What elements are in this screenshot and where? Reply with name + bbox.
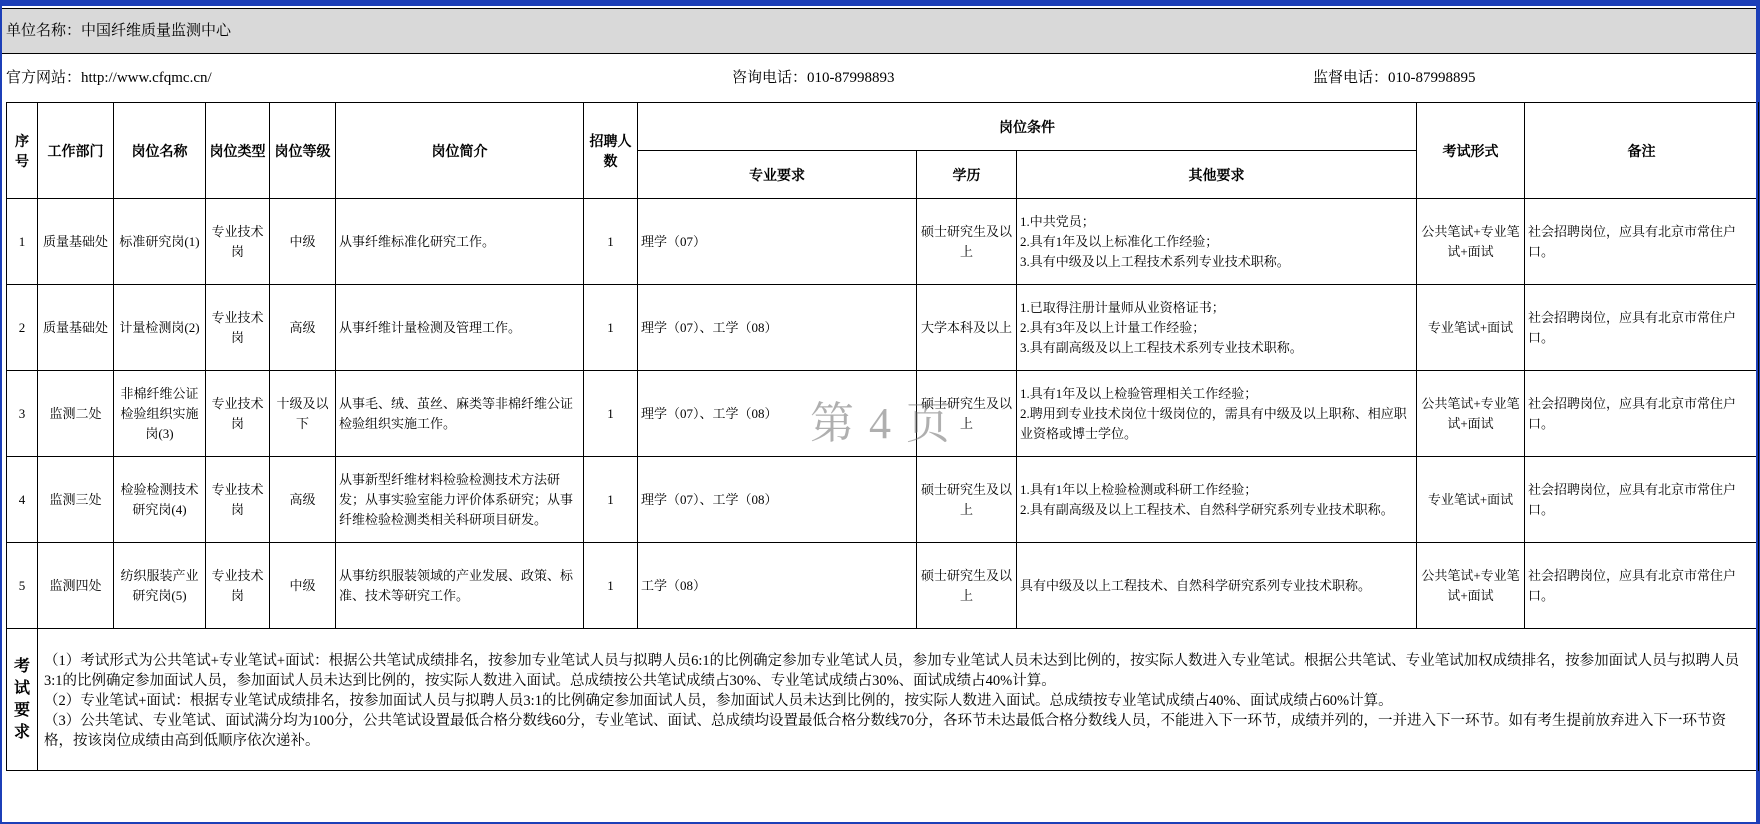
cell-education: 硕士研究生及以上 [917,371,1017,457]
cell-education: 硕士研究生及以上 [917,543,1017,629]
unit-name: 单位名称：中国纤维质量监测中心 [6,23,232,39]
right-border [1756,2,1758,822]
cell-post-type: 专业技术岗 [206,199,270,285]
page-watermark: 第 4 页 [810,399,952,448]
cell-post-name: 检验检测技术研究岗(4) [114,457,206,543]
notes-label-cell [7,629,38,771]
document-sheet [2,2,1758,822]
cell-remark: 社会招聘岗位，应具有北京市常住户口。 [1525,371,1759,457]
info-bar [2,54,1758,102]
header-post-level: 岗位等级 [270,103,336,199]
recruitment-table [6,102,1759,771]
other-requirement-line: 1.具有1年及以上检验管理相关工作经验； [1020,385,1258,401]
cell-post-type: 专业技术岗 [206,543,270,629]
cell-post-desc: 从事纤维计量检测及管理工作。 [336,285,584,371]
notes-cell [38,629,1759,771]
cell-major: 理学（07） [638,199,917,285]
cell-post-level: 高级 [270,285,336,371]
cell-dept: 质量基础处 [38,199,114,285]
cell-seq: 2 [7,285,38,371]
other-requirement-line: 具有中级及以上工程技术、自然科学研究系列专业技术职称。 [1020,577,1372,593]
note-item: （1）考试形式为公共笔试+专业笔试+面试：根据公共笔试成绩排名，按参加专业笔试人员与拟聘人员6:1的比例确定参加专业笔试人员，参加专业笔试人员未达到比例的，按实际人数进入专业笔试。根据公共笔试、专业笔试加权成绩排名，按参加面试人员与拟聘人员3:1的比例确定参加面试人员，参加面试人员未达到比例的，按实际人数进入面试。总成绩按公共笔试成绩占30%、专业笔试成绩占30%、面试成绩占40%计算。 [44,652,1740,689]
cell-dept: 监测三处 [38,457,114,543]
cell-exam: 公共笔试+专业笔试+面试 [1417,199,1525,285]
header-post-name: 岗位名称 [114,103,206,199]
cell-count: 1 [584,285,638,371]
cell-post-desc: 从事纤维标准化研究工作。 [336,199,584,285]
cell-major: 工学（08） [638,543,917,629]
other-requirement-line: 2.具有副高级及以上工程技术、自然科学研究系列专业技术职称。 [1020,501,1394,517]
cell-seq: 3 [7,371,38,457]
other-requirement-line: 1.中共党员； [1020,213,1095,229]
cell-post-level: 高级 [270,457,336,543]
cell-post-type: 专业技术岗 [206,285,270,371]
table-row [7,371,1759,457]
cell-post-desc: 从事新型纤维材料检验检测技术方法研发；从事实验室能力评价体系研究；从事纤维检验检测类相关科研项目研发。 [336,457,584,543]
cell-remark: 社会招聘岗位，应具有北京市常住户口。 [1525,199,1759,285]
cell-post-level: 十级及以下 [270,371,336,457]
other-requirement-line: 2.具有1年及以上标准化工作经验； [1020,233,1219,249]
cell-major: 理学（07）、工学（08） [638,457,917,543]
cell-other [1017,457,1417,543]
cell-post-desc: 从事纺织服装领域的产业发展、政策、标准、技术等研究工作。 [336,543,584,629]
header-conditions: 岗位条件 [638,103,1417,151]
cell-remark: 社会招聘岗位，应具有北京市常住户口。 [1525,543,1759,629]
cell-count: 1 [584,199,638,285]
unit-name-bar [2,8,1758,54]
note-item: （2）专业笔试+面试：根据专业笔试成绩排名，按参加面试人员与拟聘人员3:1的比例确定参加面试人员，参加面试人员未达到比例的，按实际人数进入面试。总成绩按专业笔试成绩占40%、面试成绩占60%计算。 [44,692,1393,709]
header-seq: 序号 [7,103,38,199]
cell-education: 硕士研究生及以上 [917,457,1017,543]
note-item: （3）公共笔试、专业笔试、面试满分均为100分，公共笔试设置最低合格分数线60分，专业笔试、面试、总成绩均设置最低合格分数线70分，各环节未达最低合格分数线人员，不能进入下一环节，成绩并列的，一并进入下一环节。如有考生提前放弃进入下一环节资格，按该岗位成绩由高到低顺序依次递补。 [44,712,1726,749]
cell-dept: 监测四处 [38,543,114,629]
cell-exam: 公共笔试+专业笔试+面试 [1417,371,1525,457]
cell-remark: 社会招聘岗位，应具有北京市常住户口。 [1525,285,1759,371]
notes-label: 考试要求 [13,657,30,741]
cell-other [1017,543,1417,629]
cell-other [1017,199,1417,285]
cell-dept: 监测二处 [38,371,114,457]
cell-remark: 社会招聘岗位，应具有北京市常住户口。 [1525,457,1759,543]
other-requirement-line: 2.聘用到专业技术岗位十级岗位的，需具有中级及以上职称、相应职业资格或博士学位。 [1020,405,1407,441]
cell-count: 1 [584,371,638,457]
cell-other [1017,285,1417,371]
header-dept: 工作部门 [38,103,114,199]
other-requirement-line: 2.具有3年及以上计量工作经验； [1020,319,1206,335]
header-post-type: 岗位类型 [206,103,270,199]
cell-post-level: 中级 [270,543,336,629]
other-requirement-line: 1.具有1年以上检验检测或科研工作经验； [1020,481,1258,497]
table-row [7,199,1759,285]
other-requirement-line: 1.已取得注册计量师从业资格证书； [1020,299,1225,315]
header-education: 学历 [917,151,1017,199]
table-row [7,457,1759,543]
cell-count: 1 [584,457,638,543]
cell-post-name: 标准研究岗(1) [114,199,206,285]
cell-seq: 1 [7,199,38,285]
cell-post-name: 纺织服装产业研究岗(5) [114,543,206,629]
cell-post-type: 专业技术岗 [206,371,270,457]
cell-post-name: 计量检测岗(2) [114,285,206,371]
cell-count: 1 [584,543,638,629]
header-exam: 考试形式 [1417,103,1525,199]
cell-other [1017,371,1417,457]
header-count: 招聘人数 [584,103,638,199]
supervise-phone: 监督电话：010-87998895 [1313,70,1476,86]
consult-phone: 咨询电话：010-87998893 [732,70,895,86]
cell-dept: 质量基础处 [38,285,114,371]
header-post-desc: 岗位简介 [336,103,584,199]
table-row [7,285,1759,371]
cell-post-desc: 从事毛、绒、茧丝、麻类等非棉纤维公证检验组织实施工作。 [336,371,584,457]
cell-exam: 公共笔试+专业笔试+面试 [1417,543,1525,629]
top-border [2,2,1758,6]
other-requirement-line: 3.具有副高级及以上工程技术系列专业技术职称。 [1020,339,1303,355]
cell-major: 理学（07）、工学（08） [638,371,917,457]
cell-education: 硕士研究生及以上 [917,199,1017,285]
cell-exam: 专业笔试+面试 [1417,457,1525,543]
cell-seq: 4 [7,457,38,543]
table-row [7,543,1759,629]
cell-seq: 5 [7,543,38,629]
other-requirement-line: 3.具有中级及以上工程技术系列专业技术职称。 [1020,253,1290,269]
header-remark: 备注 [1525,103,1759,199]
cell-post-level: 中级 [270,199,336,285]
cell-post-name: 非棉纤维公证检验组织实施岗(3) [114,371,206,457]
cell-education: 大学本科及以上 [917,285,1017,371]
website-text: 官方网站：http://www.cfqmc.cn/ [6,70,212,86]
cell-exam: 专业笔试+面试 [1417,285,1525,371]
header-major: 专业要求 [638,151,917,199]
header-other: 其他要求 [1017,151,1417,199]
cell-post-type: 专业技术岗 [206,457,270,543]
cell-major: 理学（07）、工学（08） [638,285,917,371]
